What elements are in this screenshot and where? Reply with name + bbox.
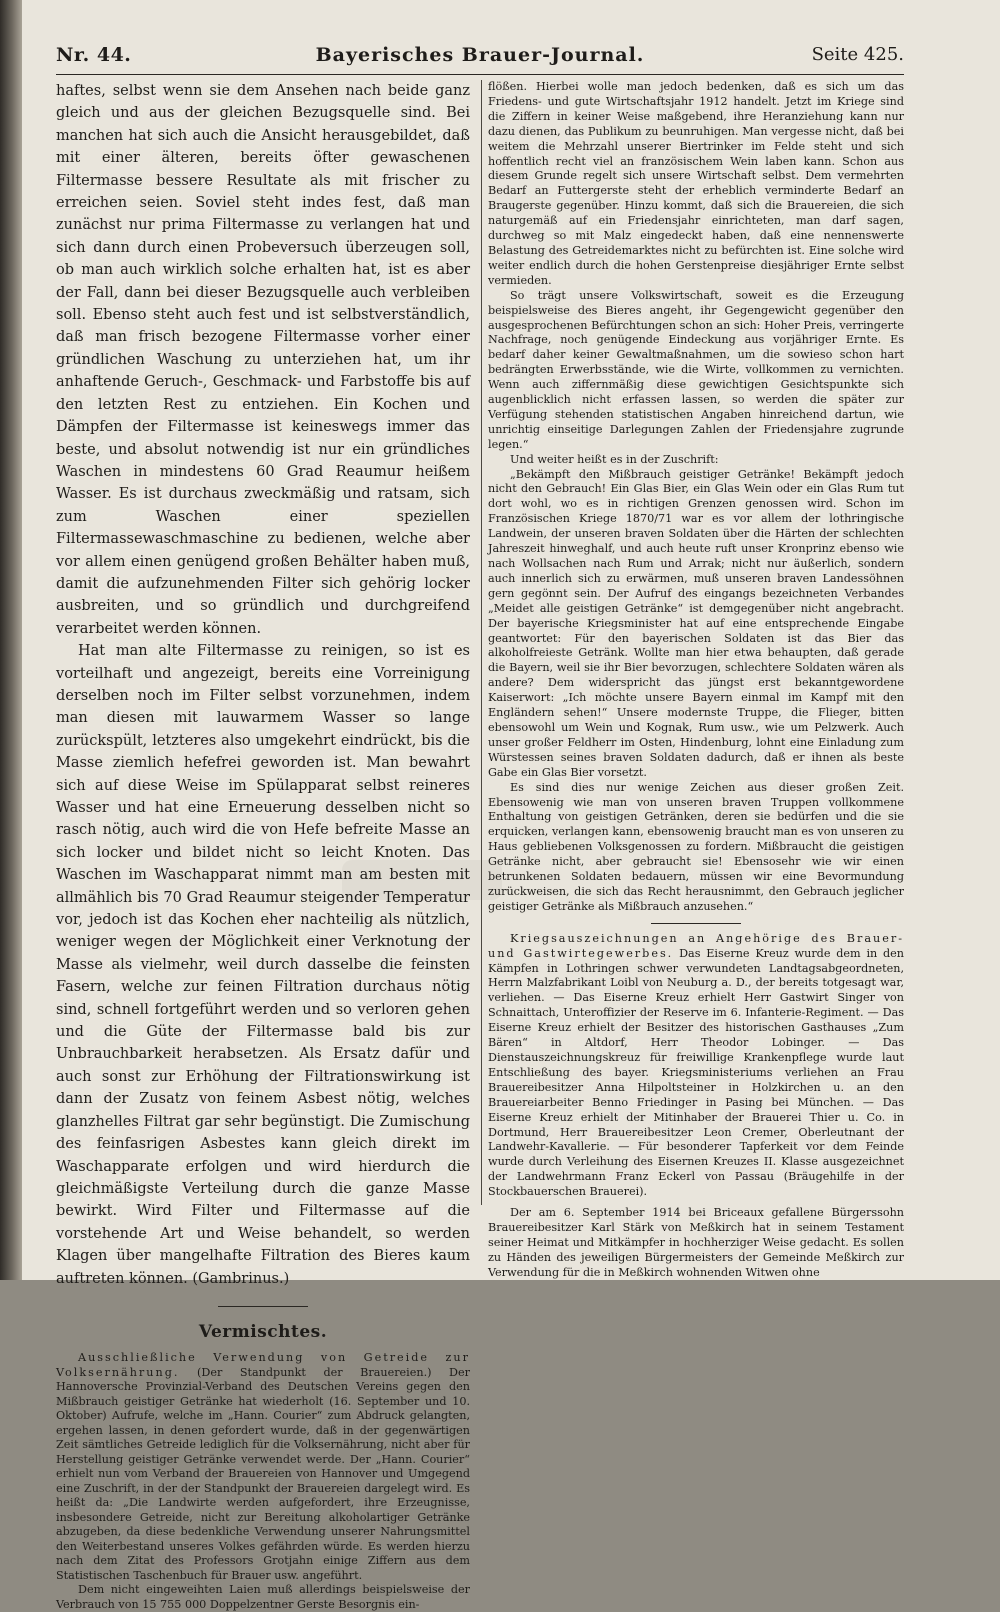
article-paragraph: Es sind dies nur wenige Zeichen aus dieser großen Zeit. Ebensowenig wie man von unseren braven Truppen vollkommene Enthaltung von geistigen Getränken, deren sie bedürfen und die sie erquicken, verlangen kann, ebensowenig braucht man es von unseren zu Haus gebliebenen Volksgenossen zu fordern. Mißbraucht die geistigen Getränke nicht, aber gebraucht sie! Ebensosehr wie wir einen betrunkenen Soldaten bedauern, müssen wir eine Bevormundung zurückweisen, die sich das Recht herausnimmt, den Gebrauch jeglicher geistiger Getränke als Mißbrauch anzusehen.“ <box>488 780 904 913</box>
news-item: Der am 6. September 1914 bei Briceaux gefallene Bürgerssohn Brauereibesitzer Karl Stärk von Meßkirch hat in seinem Testament seiner Heimat und Mitkämpfer in hochherziger Weise gedacht. Es sollen zu Händen des jeweiligen Bürgermeisters der Gemeinde Meßkirch zur Verwendung für die in Meßkirch wohnenden Witwen ohne <box>488 1206 904 1279</box>
newspaper-page <box>22 0 1000 1611</box>
column-divider <box>481 80 482 1205</box>
news-item-head: Ausschließliche Verwendung von Getreide zur Volksernährung. <box>56 1351 470 1379</box>
news-item <box>56 1351 470 1583</box>
section-title: Vermischtes. <box>198 1321 328 1342</box>
news-item-text: Das Eiserne Kreuz wurde dem in den Kämpfen in Lothringen schwer verwundeten Landtagsabgeordneten, Herrn Malzfabrikant Loibl von Neuburg a. D., der bereits totgesagt war, verliehen. — Das Eiserne Kreuz erhielt Herr Gastwirt Singer von Schnaittach, Unteroffizier der Reserve im 6. Infanterie-Regiment. — Das Eiserne Kreuz erhielt der Besitzer des historischen Gasthauses „Zum Bären“ in Altdorf, Herr Theodor Lobinger. — Das Dienstauszeichnungskreuz für freiwillige Krankenpflege wurde laut Entschließung des bayer. Kriegsministeriums verliehen an Frau Brauereibesitzer Anna Hilpoltsteiner in Holzkirchen u. an den Brauereiarbeiter Benno Friedinger in Pasing bei München. — Das Eiserne Kreuz erhielt der Mitinhaber der Brauerei Thier u. Co. in Dortmund, Herr Brauereibesitzer Leon Cremer, Oberleutnant der Landwehr-Kavallerie. — Für besonderer Tapferkeit vor dem Feinde wurde durch Verleihung des Eisernen Kreuzes II. Klasse ausgezeichnet der Landwehrmann Franz Eckerl von Passau (Bräugehilfe in der Stockbauerschen Brauerei). <box>488 946 905 1199</box>
article-paragraph: haftes, selbst wenn sie dem Ansehen nach beide ganz gleich und aus der gleichen Bezugsquelle sind. Bei manchen hat sich auch die Ansicht herausgebildet, daß mit einer älteren, bereits öfter gewaschenen Filtermasse bessere Resultate als mit frischer zu erreichen seien. Soviel steht indes fest, daß man zunächst nur prima Filtermasse zu verlangen hat und sich dann durch einen Probeversuch überzeugen soll, ob man auch wirklich solche erhalten hat, ist es aber der Fall, dann bei dieser Bezugsquelle auch verbleiben soll. Ebenso steht auch fest und ist selbstverständlich, daß man frisch bezogene Filtermasse vorher einer gründlichen Waschung zu unterziehen hat, um ihr anhaftende Geruch-, Geschmack- und Farbstoffe bis auf den letzten Rest zu entziehen. Ein Kochen und Dämpfen der Filtermasse ist keineswegs immer das beste, und absolut notwendig ist nur ein gründliches Waschen in mindestens 60 Grad Reaumur heißem Wasser. Es ist durchaus zweckmäßig und ratsam, sich zum Waschen einer speziellen Filtermassewaschmaschine zu bedienen, welche aber vor allem einen genügend großen Behälter haben muß, damit die aufzunehmenden Filter sich gehörig locker ausbreiten, und so gründlich und durchgreifend verarbeitet werden können. <box>56 83 470 637</box>
article-paragraph: So trägt unsere Volkswirtschaft, soweit es die Erzeugung beispielsweise des Bieres angeht, ihr Gegengewicht gegenüber den ausgesprochenen Befürchtungen schon an sich: Hoher Preis, verringerte Nachfrage, noch genügende Eindeckung aus vorjähriger Ernte. Es bedarf daher keiner Gewaltmaßnahmen, um die sowieso schon hart bedrängten Erwerbsstände, wie die Wirte, vollkommen zu vernichten. Wenn auch ziffernmäßig diese gewichtigen Gesichtspunkte sich augenblicklich nicht erfassen lassen, so werden die später zur Verfügung stehenden statistischen Angaben hinreichend dartun, wie unrichtig einseitige Darlegungen Zahlen der Friedensjahre zugrunde legen.“ <box>488 288 904 451</box>
issue-number: Nr. 44. <box>56 44 132 66</box>
page-header <box>56 44 904 74</box>
right-column <box>488 80 904 1281</box>
page-number: Seite 425. <box>811 44 904 65</box>
news-item-text: (Der Standpunkt der Brauereien.) Der Hannoversche Provinzial-Verband des Deutschen Vereins gegen den Mißbrauch geistiger Getränke hat wiederholt (16. September und 10. Oktober) Aufrufe, welche im „Hann. Courier“ zum Abdruck gelangten, ergehen lassen, in denen gefordert wurde, daß in der gegenwärtigen Zeit sämtliches Getreide lediglich für die Volksernährung, nicht aber für Herstellung geistiger Getränke verwendet werde. Der „Hann. Courier“ erhielt nun vom Verband der Brauereien von Hannover und Umgegend eine Zuschrift, in der der Standpunkt der Brauereien dargelegt wird. Es heißt da: „Die Landwirte werden aufgefordert, ihre Erzeugnisse, insbesondere Getreide, nicht zur Bereitung alkoholartiger Getränke abzugeben, da diese bedenkliche Verwendung unserer Nahrungsmittel den Weiterbestand unseres Volkes gefährden würde. Es werden hierzu nach dem Zitat des Professors Grotjahn einige Ziffern aus dem Statistischen Taschenbuch für Brauer usw. angeführt. <box>56 1365 470 1582</box>
article-paragraph: Und weiter heißt es in der Zuschrift: <box>510 452 719 466</box>
article-paragraph: „Bekämpft den Mißbrauch geistiger Getränke! Bekämpft jedoch nicht den Gebrauch! Ein Glas Bier, ein Glas Wein oder ein Glas Rum tut dort wohl, wo es in richtigen Grenzen genossen wird. Schon im Französischen Kriege 1870/71 war es vor allem der lothringische Landwein, der unseren braven Soldaten über die Härten der schlechten Jahreszeit hinweghalf, und auch heute ruft unser Kronprinz ebenso wie nach Wollsachen nach Rum und Arrak; nicht nur äußerlich, sondern auch innerlich sich zu erwärmen, muß unseren braven Landessöhnen gern gegönnt sein. Der Aufruf des eingangs bezeichneten Verbandes „Meidet alle geistigen Getränke“ ist demgegenüber nicht angebracht. Der bayerische Kriegsminister hat auf eine entsprechende Eingabe geantwortet: Für den bayerischen Soldaten ist das Bier das alkoholfreieste Getränk. Wollte man hier etwa behaupten, daß gerade die Bayern, weil sie ihr Bier bevorzugen, schlechtere Soldaten wären als andere? Dem widerspricht das jüngst erst bekanntgewordene Kaiserwort: „Ich möchte unsere Bayern einmal im Kampf mit den Engländern sehen!“ Unsere modernste Truppe, die Flieger, bitten ebensowohl um Wein und Kognak, Rum usw., wie um Pelzwerk. Auch unser großer Feldherr im Osten, Hindenburg, lohnt eine Einladung zum Würstessen seines braven Soldaten dadurch, daß er ihnen als beste Gabe ein Glas Bier vorsetzt. <box>488 467 904 779</box>
header-rule <box>56 74 904 75</box>
scan-binding-edge <box>0 0 22 1280</box>
section-divider <box>218 1306 308 1307</box>
news-item <box>488 932 904 1200</box>
news-item-head: Kriegsauszeichnungen an Angehörige des Brauer- und Gastwirtegewerbes. <box>488 931 904 960</box>
section-divider <box>651 923 741 924</box>
journal-title: Bayerisches Brauer-Journal. <box>315 44 645 66</box>
left-column <box>56 80 470 1612</box>
article-paragraph: Hat man alte Filtermasse zu reinigen, so ist es vorteilhaft und angezeigt, bereits eine Vorreinigung derselben noch im Filter selbst vorzunehmen, indem man diesen mit lauwarmem Wasser so lange zurückspült, letzteres also umgekehrt eindrückt, bis die Masse ziemlich hefefrei geworden ist. Man bewahrt sich auf diese Weise im Spülapparat selbst reineres Wasser und hat eine Erneuerung desselben nicht so rasch nötig, auch wird die von Hefe befreite Masse an sich locker und bildet nicht so leicht Knoten. Das Waschen im Waschapparat nimmt man am besten mit allmählich bis 70 Grad Reaumur steigender Temperatur vor, jedoch ist das Kochen eher nachteilig als nützlich, weniger wegen der Möglichkeit einer Verknotung der Masse als vielmehr, weil durch dasselbe die feinsten Fasern, welche zur feinen Filtration durchaus nötig sind, schnell fortgeführt werden und so verloren gehen und die Güte der Filtermasse bald bis zur Unbrauchbarkeit herabsetzen. Als Ersatz dafür und auch sonst zur Erhöhung der Filtrationswirkung ist dann der Zusatz von feinem Asbest nötig, welches glanzhelles Filtrat gar sehr begünstigt. Die Zumischung des feinfasrigen Asbestes kann gleich direkt im Waschapparate erfolgen und wird hierdurch die gleichmäßigste Verteilung durch die ganze Masse bewirkt. Wird Filter und Filtermasse auf die vorstehende Art und Weise behandelt, so werden Klagen über mangelhafte Filtration des Bieres kaum auftreten können. (Gambrinus.) <box>56 643 470 1287</box>
article-paragraph: flößen. Hierbei wolle man jedoch bedenken, daß es sich um das Friedens- und gute Wirtschaftsjahr 1912 handelt. Jetzt im Kriege sind die Ziffern in keiner Weise maßgebend, ihre Heranziehung kann nur dazu dienen, das Publikum zu beunruhigen. Man vergesse nicht, daß bei weitem die Mehrzahl unserer Biertrinker im Felde steht und sich hoffentlich recht viel an französischem Wein laben kann. Schon aus diesem Grunde regelt sich unsere Wirtschaft selbst. Dem vermehrten Bedarf an Futtergerste steht der erheblich verminderte Bedarf an Braugerste gegenüber. Hinzu kommt, daß sich die Brauereien, die sich naturgemäß auf ein Friedensjahr einrichteten, man darf sagen, durchweg so mit Malz eingedeckt haben, daß eine nennenswerte Belastung des Getreidemarktes nicht zu befürchten ist. Eine solche wird weiter endlich durch die hohen Gerstenpreise diesjähriger Ernte selbst vermieden. <box>488 80 904 287</box>
news-item-continued: Dem nicht eingeweihten Laien muß allerdings beispielsweise der Verbrauch von 15 755 000 Doppelzentner Gerste Besorgnis ein- <box>56 1583 470 1611</box>
